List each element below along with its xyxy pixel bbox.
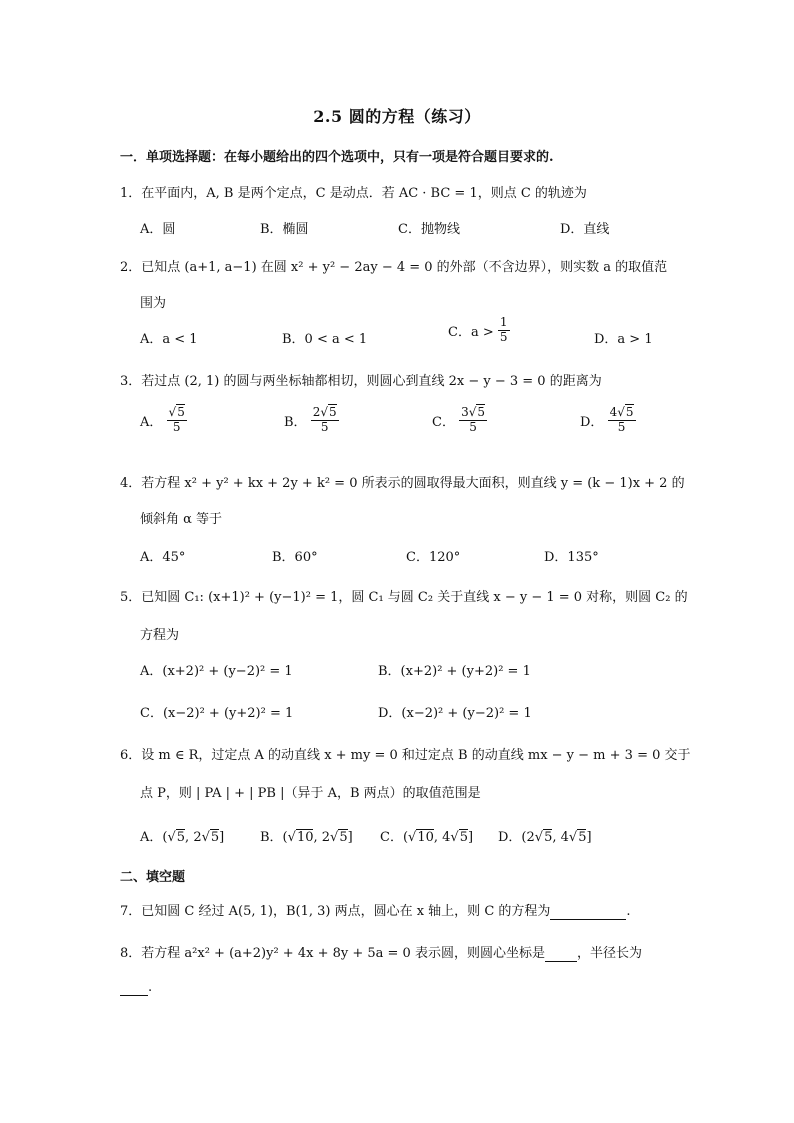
fraction-denominator: 5 bbox=[469, 419, 477, 434]
section-single-choice-heading: 一．单项选择题：在每小题给出的四个选项中，只有一项是符合题目要求的. bbox=[120, 150, 554, 165]
question-6-line2: 点 P，则 | PA | + | PB |（异于 A，B 两点）的取值范围是 bbox=[140, 786, 481, 801]
radicand: 5 bbox=[544, 830, 553, 845]
question-8-mid: ，半径长为 bbox=[576, 946, 642, 961]
question-3-text: 3．若过点 (2, 1) 的圆与两坐标轴都相切，则圆心到直线 2x − y − 3 = 0 的距离为 bbox=[120, 374, 602, 389]
question-4-line1: 4．若方程 x² + y² + kx + 2y + k² = 0 所表示的圆取得最大面积，则直线 y = (k − 1)x + 2 的 bbox=[120, 476, 685, 491]
q7-answer-blank[interactable] bbox=[550, 904, 626, 920]
q3-option-a[interactable] bbox=[140, 406, 187, 435]
fraction-numerator: √5 bbox=[168, 405, 185, 419]
q4-option-d[interactable]: D．135° bbox=[544, 550, 599, 565]
coefficient: 2 bbox=[321, 830, 331, 845]
coefficient: 2 bbox=[312, 405, 321, 419]
q6-option-b[interactable]: B．(√10, 2√5] bbox=[260, 830, 353, 845]
radicand: 10 bbox=[417, 830, 434, 845]
q1-option-d[interactable]: D．直线 bbox=[560, 222, 610, 237]
radicand: 5 bbox=[329, 405, 337, 419]
q3-option-b-fraction bbox=[311, 406, 339, 435]
q6-option-c[interactable]: C．(√10, 4√5] bbox=[380, 830, 474, 845]
q3-option-d-label: D． bbox=[580, 414, 604, 430]
q1-option-b[interactable]: B．椭圆 bbox=[260, 222, 309, 237]
question-2-line2: 围为 bbox=[140, 296, 167, 311]
radicand: 5 bbox=[176, 830, 186, 845]
fraction-denominator: 5 bbox=[499, 329, 508, 344]
question-4-line2: 倾斜角 α 等于 bbox=[140, 512, 223, 527]
q3-option-a-fraction bbox=[167, 406, 187, 435]
q3-option-c-label: C． bbox=[432, 414, 455, 430]
q1-option-c[interactable]: C．抛物线 bbox=[398, 222, 460, 237]
q2-option-b[interactable]: B．0 < a < 1 bbox=[282, 332, 368, 347]
question-8-line2 bbox=[120, 980, 152, 996]
q2-option-c[interactable] bbox=[448, 316, 510, 345]
radicand: 5 bbox=[578, 830, 587, 845]
q3-option-d[interactable] bbox=[580, 406, 636, 435]
coefficient: 4 bbox=[442, 830, 451, 845]
question-6-line1: 6．设 m ∈ R，过定点 A 的动直线 x + my = 0 和过定点 B 的动直线 mx − y − m + 3 = 0 交于 bbox=[120, 748, 691, 763]
question-8-line1 bbox=[120, 942, 642, 962]
question-5-line2: 方程为 bbox=[140, 628, 180, 643]
question-1-text: 1．在平面内，A, B 是两个定点，C 是动点．若 AC · BC = 1，则点 C 的轨迹为 bbox=[120, 186, 587, 201]
page-title: 2.5 圆的方程（练习） bbox=[313, 107, 481, 126]
question-7 bbox=[120, 900, 631, 920]
closing-bracket: ] bbox=[586, 830, 592, 845]
closing-bracket: ] bbox=[468, 830, 474, 845]
q8-center-blank[interactable] bbox=[545, 946, 577, 962]
coefficient: 2 bbox=[193, 830, 202, 845]
q5-option-b[interactable]: B．(x+2)² + (y+2)² = 1 bbox=[378, 664, 531, 679]
q6-option-b-label: B．( bbox=[260, 830, 288, 845]
coefficient: 3 bbox=[461, 405, 469, 419]
fraction-denominator: 5 bbox=[320, 419, 329, 434]
section-fill-in-heading: 二、填空题 bbox=[120, 870, 186, 885]
coefficient: 4 bbox=[560, 830, 569, 845]
q2-option-a[interactable]: A．a < 1 bbox=[140, 332, 198, 347]
fraction-numerator: 2√5 bbox=[312, 405, 337, 419]
coefficient: 2 bbox=[526, 830, 535, 845]
radicand: 5 bbox=[339, 830, 348, 845]
q3-option-a-label: A． bbox=[140, 414, 163, 430]
closing-bracket: ] bbox=[347, 830, 353, 845]
radicand: 5 bbox=[210, 830, 220, 845]
q2-option-d[interactable]: D．a > 1 bbox=[594, 332, 653, 347]
fraction-denominator: 5 bbox=[617, 419, 626, 434]
radicand: 5 bbox=[477, 405, 486, 419]
q5-option-a[interactable]: A．(x+2)² + (y−2)² = 1 bbox=[140, 664, 293, 679]
q2-option-c-fraction bbox=[498, 316, 510, 345]
closing-bracket: ] bbox=[219, 830, 225, 845]
question-2-line1: 2．已知点 (a+1, a−1) 在圆 x² + y² − 2ay − 4 = 0 的外部（不含边界），则实数 a 的取值范 bbox=[120, 260, 668, 275]
fraction-denominator: 5 bbox=[172, 419, 181, 434]
radicand: 5 bbox=[625, 405, 634, 419]
radicand: 5 bbox=[177, 405, 185, 419]
q3-option-d-fraction bbox=[608, 406, 636, 435]
q5-option-d[interactable]: D．(x−2)² + (y−2)² = 1 bbox=[378, 706, 532, 721]
q3-option-c[interactable] bbox=[432, 406, 487, 435]
q3-option-b-label: B． bbox=[284, 414, 307, 430]
q3-option-c-fraction bbox=[459, 406, 487, 435]
fraction-numerator: 1 bbox=[499, 315, 508, 329]
fraction-numerator: 4√5 bbox=[609, 405, 634, 419]
question-5-line1: 5．已知圆 C₁: (x+1)² + (y−1)² = 1，圆 C₁ 与圆 C₂ 关于直线 x − y − 1 = 0 对称，则圆 C₂ 的 bbox=[120, 590, 688, 605]
q6-option-c-label: C．( bbox=[380, 830, 409, 845]
q3-option-b[interactable] bbox=[284, 406, 339, 435]
q5-option-c[interactable]: C．(x−2)² + (y+2)² = 1 bbox=[140, 706, 294, 721]
q8-radius-blank[interactable] bbox=[120, 980, 148, 996]
radicand: 5 bbox=[459, 830, 468, 845]
q1-option-a[interactable]: A．圆 bbox=[140, 222, 176, 237]
q4-option-b[interactable]: B．60° bbox=[272, 550, 318, 565]
question-7-text: 7．已知圆 C 经过 A(5, 1)，B(1, 3) 两点，圆心在 x 轴上，则 C 的方程为 bbox=[120, 904, 551, 919]
radicand: 10 bbox=[296, 830, 314, 845]
q8-end: . bbox=[148, 980, 153, 995]
coefficient: 4 bbox=[609, 405, 618, 419]
q6-option-d-label: D．( bbox=[498, 830, 527, 845]
q2-option-c-label: C．a > bbox=[448, 324, 494, 340]
q6-option-a-label: A．( bbox=[140, 830, 168, 845]
question-8-text: 8．若方程 a²x² + (a+2)y² + 4x + 8y + 5a = 0 表示圆，则圆心坐标是 bbox=[120, 946, 545, 961]
q6-option-d[interactable]: D．(2√5, 4√5] bbox=[498, 830, 592, 845]
fraction-numerator: 3√5 bbox=[461, 405, 486, 419]
q6-option-a[interactable]: A．(√5, 2√5] bbox=[140, 830, 225, 845]
q4-option-a[interactable]: A．45° bbox=[140, 550, 186, 565]
q7-end: . bbox=[626, 904, 631, 919]
q4-option-c[interactable]: C．120° bbox=[406, 550, 461, 565]
